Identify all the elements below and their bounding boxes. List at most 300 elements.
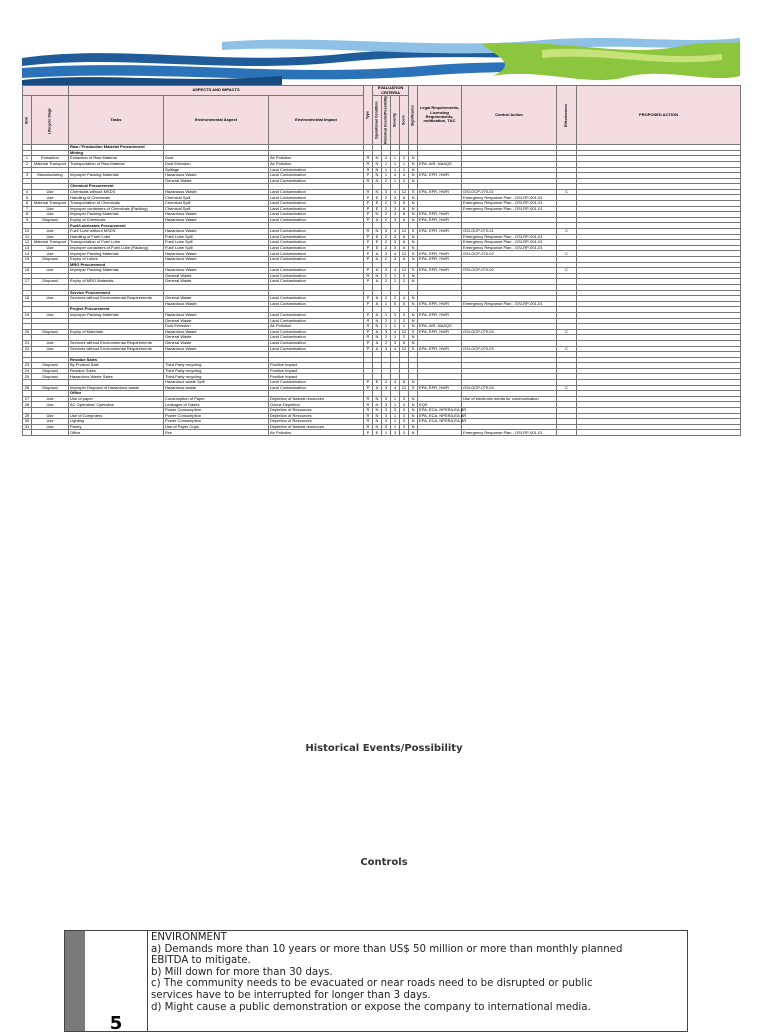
historical-cell: 3 bbox=[382, 396, 391, 402]
type-cell: R bbox=[364, 335, 373, 341]
condition-cell: N bbox=[373, 396, 382, 402]
impact-cell: Land Contamination bbox=[269, 195, 364, 201]
lifecycle-cell: Use bbox=[32, 212, 69, 218]
severity-line: EBITDA to mitigate. bbox=[151, 955, 251, 967]
lifecycle-cell bbox=[32, 430, 69, 436]
impact-cell: Depletion of Natural resources bbox=[269, 424, 364, 430]
impact-cell: Land Contamination bbox=[269, 206, 364, 212]
condition-cell: E bbox=[373, 206, 382, 212]
header-aspects-impacts: ASPECTS AND IMPACTS bbox=[69, 86, 364, 96]
score-cell: 12 bbox=[400, 385, 409, 391]
type-cell: P bbox=[364, 201, 373, 207]
legal-cell: EPA, EPR, HWR bbox=[418, 189, 462, 195]
control-cell: Use of electronic media for communication bbox=[462, 396, 557, 402]
type-cell: P bbox=[364, 380, 373, 386]
item-cell: 15 bbox=[23, 257, 32, 263]
type-cell: R bbox=[364, 318, 373, 324]
historical-cell: 2 bbox=[382, 318, 391, 324]
condition-cell: N bbox=[373, 178, 382, 184]
historical-cell: 2 bbox=[382, 340, 391, 346]
lifecycle-cell: Use bbox=[32, 402, 69, 408]
significance-cell: N bbox=[409, 301, 418, 307]
score-cell: 1 bbox=[400, 161, 409, 167]
severity-cell: 3 bbox=[391, 195, 400, 201]
task-cell: Fuel/Lubricants Procurement bbox=[69, 223, 164, 229]
severity-cell: 3 bbox=[391, 430, 400, 436]
impact-cell: Land Contamination bbox=[269, 257, 364, 263]
control-cell: Emergency Response Plan - GSI-RP-001-01 bbox=[462, 240, 557, 246]
historical-cell: 2 bbox=[382, 240, 391, 246]
historical-cell: 3 bbox=[382, 329, 391, 335]
historical-cell: 1 bbox=[382, 161, 391, 167]
condition-cell: A bbox=[373, 340, 382, 346]
condition-cell: N bbox=[373, 156, 382, 162]
aspect-cell: Dust bbox=[164, 156, 269, 162]
impact-cell: Land Contamination bbox=[269, 217, 364, 223]
legal-cell: EPA, EPR, HWR bbox=[418, 229, 462, 235]
significance-cell: N bbox=[409, 413, 418, 419]
historical-cell: 1 bbox=[382, 324, 391, 330]
historical-cell: 3 bbox=[382, 346, 391, 352]
significance-cell: N bbox=[409, 402, 418, 408]
legal-cell: EPA, EPR, HWR bbox=[418, 268, 462, 274]
item-cell: 4 bbox=[23, 189, 32, 195]
impact-cell: Air Pollution bbox=[269, 161, 364, 167]
item-cell: 28 bbox=[23, 402, 32, 408]
historical-cell: 3 bbox=[382, 385, 391, 391]
aspect-cell: Consumption of Paper bbox=[164, 396, 269, 402]
significance-cell: N bbox=[409, 279, 418, 285]
severity-cell: 1 bbox=[391, 156, 400, 162]
significance-cell: N bbox=[409, 212, 418, 218]
legal-cell: EPA, ECA, NPERA,EA,BR bbox=[419, 407, 467, 413]
type-cell: P bbox=[364, 245, 373, 251]
condition-cell: A bbox=[373, 346, 382, 352]
type-cell: P bbox=[364, 217, 373, 223]
score-cell: 4 bbox=[400, 296, 409, 302]
type-cell: R bbox=[364, 324, 373, 330]
historical-cell: 2 bbox=[382, 206, 391, 212]
lifecycle-cell: Use bbox=[32, 195, 69, 201]
item-cell: 30 bbox=[23, 419, 32, 425]
significance-cell: N bbox=[409, 312, 418, 318]
score-cell: 3 bbox=[400, 413, 409, 419]
item-cell: 25 bbox=[23, 374, 32, 380]
impact-cell: Depletion of Natural resources bbox=[269, 396, 364, 402]
impact-cell: Land Contamination bbox=[269, 301, 364, 307]
header-banner bbox=[22, 36, 740, 86]
type-cell: P bbox=[364, 173, 373, 179]
header-tasks: Tasks bbox=[69, 96, 164, 145]
historical-cell: 1 bbox=[382, 301, 391, 307]
severity-cell: 4 bbox=[391, 212, 400, 218]
severity-line: a) Demands more than 10 years or more than US$ 50 million or more than monthly planned bbox=[151, 943, 623, 955]
aspect-cell: Hazardous Waste bbox=[164, 346, 269, 352]
score-cell: 2 bbox=[400, 178, 409, 184]
control-cell: GSI-OCP-070-01 bbox=[462, 229, 557, 235]
significance-cell: N bbox=[409, 324, 418, 330]
score-cell: 3 bbox=[400, 402, 409, 408]
impact-cell: Land Contamination bbox=[269, 229, 364, 235]
lifecycle-cell: Disposal bbox=[32, 279, 69, 285]
severity-line: ENVIRONMENT bbox=[151, 932, 227, 943]
severity-line: b) Mill down for more than 30 days. bbox=[151, 966, 333, 978]
type-cell: R bbox=[364, 419, 373, 425]
aspect-cell: Hazardous Waste bbox=[164, 329, 269, 335]
severity-cell: 3 bbox=[391, 408, 400, 414]
impact-cell: Land Contamination bbox=[269, 268, 364, 274]
type-cell: P bbox=[364, 212, 373, 218]
aspect-cell: Third Party recycling bbox=[164, 374, 269, 380]
task-cell: Chemical Procurement bbox=[69, 184, 164, 190]
header-proposed-action: PROPOSED ACTION bbox=[577, 86, 741, 145]
control-cell: Emergency Response Plan - GSI-RP-001-01 bbox=[462, 430, 557, 436]
item-cell: 8 bbox=[23, 212, 32, 218]
aspect-cell: Chemical Spill bbox=[164, 206, 269, 212]
legal-cell: EQS bbox=[418, 402, 462, 408]
type-cell: R bbox=[364, 229, 373, 235]
item-cell: 14 bbox=[23, 251, 32, 257]
severity-cell: 3 bbox=[391, 217, 400, 223]
impact-cell: Air Pollution bbox=[269, 430, 364, 436]
score-cell: 12 bbox=[400, 329, 409, 335]
lifecycle-cell: Extraction bbox=[32, 156, 69, 162]
severity-cell: 1 bbox=[391, 413, 400, 419]
task-cell: By Product Sale bbox=[69, 363, 164, 369]
task-cell: Hazardous Waste Sales bbox=[69, 374, 164, 380]
lifecycle-cell: Use bbox=[32, 189, 69, 195]
lifecycle-cell: Use bbox=[32, 424, 69, 430]
aspect-cell: Power Consumption bbox=[164, 413, 269, 419]
task-cell: Improper Packing Materials bbox=[69, 268, 164, 274]
task-cell: Services without Environmental Requirements bbox=[69, 296, 164, 302]
task-cell: Fuel/ Lube without MSDS bbox=[69, 229, 164, 235]
severity-cell: 4 bbox=[391, 173, 400, 179]
score-cell: 6 bbox=[400, 234, 409, 240]
item-cell: 29 bbox=[23, 413, 32, 419]
legal-cell: EPA, ECA, NPERA,EA,BR bbox=[419, 412, 467, 418]
severity-cell: 3 bbox=[391, 245, 400, 251]
controls-heading: Controls bbox=[360, 857, 408, 868]
score-cell: 2 bbox=[400, 335, 409, 341]
aspect-cell: Hazardous waste Spill bbox=[164, 380, 269, 386]
header-item: Item bbox=[23, 96, 32, 145]
significance-cell: N bbox=[409, 335, 418, 341]
historical-cell: 2 bbox=[382, 195, 391, 201]
condition-cell: A bbox=[373, 268, 382, 274]
impact-cell: Land Contamination bbox=[269, 380, 364, 386]
severity-cell: 3 bbox=[391, 340, 400, 346]
control-cell: GSI-OCP-070-03 bbox=[462, 346, 557, 352]
significance-cell: N bbox=[409, 430, 418, 436]
task-cell: Transportation of Raw Material bbox=[69, 161, 164, 167]
legal-cell bbox=[418, 430, 462, 436]
aspect-cell: Dust Emission bbox=[164, 324, 269, 330]
item-cell: 19 bbox=[23, 312, 32, 318]
severity-cell: 3 bbox=[391, 257, 400, 263]
historical-cell: 2 bbox=[382, 217, 391, 223]
task-cell: Handling of Chemicals bbox=[69, 195, 164, 201]
condition-cell: E bbox=[373, 240, 382, 246]
control-cell: Emergency Response Plan - GSI-RP-001-01 bbox=[462, 201, 557, 207]
task-cell: Chemicals without MSDS bbox=[69, 189, 164, 195]
severity-cell: 3 bbox=[391, 312, 400, 318]
condition-cell: A bbox=[373, 217, 382, 223]
effectiveness-cell: C bbox=[557, 229, 577, 235]
significance-cell: N bbox=[409, 408, 418, 414]
item-cell: 17 bbox=[23, 279, 32, 285]
header-operational-condition: Operational Condition bbox=[373, 96, 382, 145]
lifecycle-cell: Manufacturing bbox=[32, 173, 69, 179]
severity-cell: 1 bbox=[391, 161, 400, 167]
type-cell: P bbox=[364, 268, 373, 274]
lifecycle-cell: Disposal bbox=[32, 385, 69, 391]
score-cell: 2 bbox=[400, 279, 409, 285]
header-environmental-aspect: Environmental Aspect bbox=[164, 96, 269, 145]
condition-cell: A bbox=[373, 279, 382, 285]
condition-cell: E bbox=[373, 430, 382, 436]
legal-cell: EPA, EPR, HWR bbox=[418, 212, 462, 218]
historical-cell: 1 bbox=[382, 173, 391, 179]
lifecycle-cell: Disposal bbox=[32, 217, 69, 223]
historical-cell: 2 bbox=[382, 212, 391, 218]
condition-cell: N bbox=[373, 424, 382, 430]
aspect-cell: Hazardous Waste bbox=[164, 268, 269, 274]
table-row bbox=[23, 430, 741, 436]
condition-cell: E bbox=[373, 195, 382, 201]
task-cell: Expiry of Lubes bbox=[69, 257, 164, 263]
score-cell: 8 bbox=[400, 380, 409, 386]
item-cell: 12 bbox=[23, 240, 32, 246]
type-cell: R bbox=[364, 402, 373, 408]
aspect-cell: Hazardous Waste bbox=[164, 189, 269, 195]
impact-cell: Land Contamination bbox=[269, 178, 364, 184]
task-cell: MRO Procurement bbox=[69, 262, 164, 268]
significance-cell: N bbox=[409, 173, 418, 179]
severity-cell: 3 bbox=[391, 234, 400, 240]
header-severity: Severity bbox=[391, 96, 400, 145]
type-cell: R bbox=[364, 189, 373, 195]
impact-cell: Land Contamination bbox=[269, 212, 364, 218]
aspect-cell: Fuel/ Lube Spill bbox=[164, 240, 269, 246]
legal-cell: EPA, EPR, HWR bbox=[418, 251, 462, 257]
historical-cell: 2 bbox=[382, 296, 391, 302]
task-cell: Transportation of Chemicals bbox=[69, 201, 164, 207]
type-cell: P bbox=[364, 430, 373, 436]
lifecycle-cell: Use bbox=[32, 413, 69, 419]
item-cell: 31 bbox=[23, 424, 32, 430]
lifecycle-cell: Disposal bbox=[32, 374, 69, 380]
impact-cell: Land Contamination bbox=[269, 240, 364, 246]
significance-cell: N bbox=[409, 217, 418, 223]
significance-cell: S bbox=[409, 251, 418, 257]
condition-cell: N bbox=[373, 273, 382, 279]
score-cell: 3 bbox=[400, 396, 409, 402]
historical-cell: 3 bbox=[382, 229, 391, 235]
aspect-cell: Spillage bbox=[164, 167, 269, 173]
condition-cell: N bbox=[373, 335, 382, 341]
item-cell: 11 bbox=[23, 234, 32, 240]
lifecycle-cell: Use bbox=[32, 312, 69, 318]
historical-cell: 2 bbox=[382, 279, 391, 285]
header-evaluation-criteria: EVALUATION CRITERIA bbox=[373, 86, 409, 96]
effectiveness-cell: C bbox=[557, 251, 577, 257]
significance-cell: S bbox=[409, 385, 418, 391]
condition-cell: A bbox=[373, 301, 382, 307]
aspect-cell: Leakages of Gases bbox=[164, 402, 269, 408]
header-control-action: Control Action bbox=[462, 86, 557, 145]
header-legal: Legal Requirements, Licensing Requirements, notification, T&C bbox=[418, 86, 462, 145]
score-cell: 12 bbox=[400, 346, 409, 352]
item-cell: 2 bbox=[23, 161, 32, 167]
header-historical: Historical Events/Possibility bbox=[382, 96, 391, 145]
effectiveness-cell: C bbox=[557, 385, 577, 391]
condition-cell: A bbox=[373, 329, 382, 335]
header-effectiveness: Effectiveness bbox=[557, 86, 577, 145]
impact-cell: Positive Impact bbox=[269, 374, 364, 380]
impact-cell: Land Contamination bbox=[269, 245, 364, 251]
historical-cell: 3 bbox=[382, 424, 391, 430]
severity-cell: 1 bbox=[391, 318, 400, 324]
score-cell: 9 bbox=[400, 408, 409, 414]
control-cell: GSI-OCP-070-02 bbox=[462, 268, 557, 274]
aspect-cell: Hazardous Waste bbox=[164, 217, 269, 223]
legal-cell: EPA, ECA, NPERA,EA,BR bbox=[419, 418, 467, 424]
severity-score-cell bbox=[85, 931, 148, 1034]
condition-cell: A bbox=[373, 257, 382, 263]
significance-cell: N bbox=[409, 380, 418, 386]
historical-cell: 2 bbox=[382, 201, 391, 207]
lifecycle-cell: Use bbox=[32, 396, 69, 402]
item-cell: 22 bbox=[23, 346, 32, 352]
lifecycle-cell: Use bbox=[32, 245, 69, 251]
item-cell: 18 bbox=[23, 296, 32, 302]
condition-cell: E bbox=[373, 234, 382, 240]
lifecycle-cell: Use bbox=[32, 419, 69, 425]
task-cell: Project Procurement bbox=[69, 307, 164, 313]
task-cell: Improper containers of Fuel/ Lube (Packing) bbox=[69, 245, 164, 251]
effectiveness-cell: C bbox=[557, 346, 577, 352]
control-cell: GSI-OCP-070-03 bbox=[462, 329, 557, 335]
type-cell: P bbox=[364, 296, 373, 302]
impact-cell: Land Contamination bbox=[269, 234, 364, 240]
historical-cell: 2 bbox=[382, 178, 391, 184]
aspect-cell: Third Party recycling bbox=[164, 368, 269, 374]
item-cell: 5 bbox=[23, 195, 32, 201]
impact-cell: Land Contamination bbox=[269, 251, 364, 257]
aspect-cell: Power Consumption bbox=[164, 408, 269, 414]
condition-cell: N bbox=[373, 408, 382, 414]
score-cell: 4 bbox=[400, 173, 409, 179]
task-cell: Expiry of Materials bbox=[69, 329, 164, 335]
severity-cell: 4 bbox=[391, 380, 400, 386]
lifecycle-cell: Disposal bbox=[32, 257, 69, 263]
significance-cell: N bbox=[409, 340, 418, 346]
item-cell: 27 bbox=[23, 396, 32, 402]
historical-cell: 2 bbox=[382, 245, 391, 251]
significance-cell: S bbox=[409, 268, 418, 274]
condition-cell: A bbox=[373, 312, 382, 318]
severity-score: 5 bbox=[109, 1013, 123, 1034]
severity-cell: 1 bbox=[391, 178, 400, 184]
header-environmental-impact: Environmental Impact bbox=[269, 96, 364, 145]
control-cell: GSI-OCP-070-02 bbox=[462, 251, 557, 257]
condition-cell: N bbox=[373, 189, 382, 195]
type-cell: P bbox=[364, 195, 373, 201]
item-cell: 7 bbox=[23, 206, 32, 212]
severity-cell: 4 bbox=[391, 385, 400, 391]
task-cell: Expiry of Chemicals bbox=[69, 217, 164, 223]
legal-cell: EPA, EPR, HWR bbox=[418, 217, 462, 223]
aspects-impacts-register bbox=[22, 85, 741, 436]
task-cell: Improper Packing Materials bbox=[69, 173, 164, 179]
task-cell: Raw / Production Material Procurement bbox=[69, 145, 164, 151]
score-cell: 12 bbox=[400, 251, 409, 257]
significance-cell: N bbox=[409, 273, 418, 279]
control-cell: Emergency Response Plan - GSI-RP-001-01 bbox=[462, 206, 557, 212]
control-cell: Emergency Response Plan - GSI-RP-001-01 bbox=[462, 234, 557, 240]
task-cell: Pantry bbox=[69, 424, 164, 430]
item-cell: 21 bbox=[23, 340, 32, 346]
impact-cell: Land Contamination bbox=[269, 296, 364, 302]
score-cell: 12 bbox=[400, 268, 409, 274]
score-cell: 8 bbox=[400, 212, 409, 218]
task-cell: Use of Computers bbox=[69, 413, 164, 419]
lifecycle-cell: Disposal bbox=[32, 329, 69, 335]
impact-cell: Land Contamination bbox=[269, 201, 364, 207]
task-cell: Improper Packing Materials bbox=[69, 312, 164, 318]
lifecycle-cell: Disposal bbox=[32, 363, 69, 369]
legal-cell: EPA, AIR, NAAQS bbox=[418, 324, 462, 330]
historical-cell: 1 bbox=[382, 430, 391, 436]
banner-graphic bbox=[22, 36, 740, 86]
lifecycle-cell: Use bbox=[32, 206, 69, 212]
score-cell: 2 bbox=[400, 156, 409, 162]
task-cell: Improper containers of Chemicals (Packing) bbox=[69, 206, 164, 212]
severity-cell: 1 bbox=[391, 419, 400, 425]
type-cell: R bbox=[364, 273, 373, 279]
severity-cell: 4 bbox=[391, 251, 400, 257]
score-cell: 6 bbox=[400, 217, 409, 223]
lifecycle-cell: Use bbox=[32, 340, 69, 346]
severity-cell: 4 bbox=[391, 346, 400, 352]
impact-cell: Depletion of Resources bbox=[269, 419, 364, 425]
score-cell: 1 bbox=[400, 324, 409, 330]
control-cell: GSI-OCP-070-03 bbox=[462, 385, 557, 391]
score-cell: 6 bbox=[400, 195, 409, 201]
severity-cell: 1 bbox=[391, 402, 400, 408]
severity-cell: 1 bbox=[391, 324, 400, 330]
legal-cell: EPA, EPR, HWR bbox=[418, 301, 462, 307]
historical-cell: 2 bbox=[382, 335, 391, 341]
significance-cell: N bbox=[409, 419, 418, 425]
condition-cell: E bbox=[373, 201, 382, 207]
severity-cell: 1 bbox=[391, 335, 400, 341]
significance-cell: N bbox=[409, 234, 418, 240]
impact-cell: Air Pollution bbox=[269, 324, 364, 330]
significance-cell: N bbox=[409, 167, 418, 173]
aspect-cell: Hazardous Waste bbox=[164, 257, 269, 263]
lifecycle-cell: Use bbox=[32, 251, 69, 257]
score-cell: 12 bbox=[400, 229, 409, 235]
severity-cell: 4 bbox=[391, 329, 400, 335]
condition-cell: N bbox=[373, 167, 382, 173]
significance-cell: N bbox=[409, 206, 418, 212]
task-cell: Improper Packing Materials bbox=[69, 212, 164, 218]
impact-cell: Land Contamination bbox=[269, 329, 364, 335]
lifecycle-cell: Use bbox=[32, 296, 69, 302]
significance-cell: S bbox=[409, 346, 418, 352]
